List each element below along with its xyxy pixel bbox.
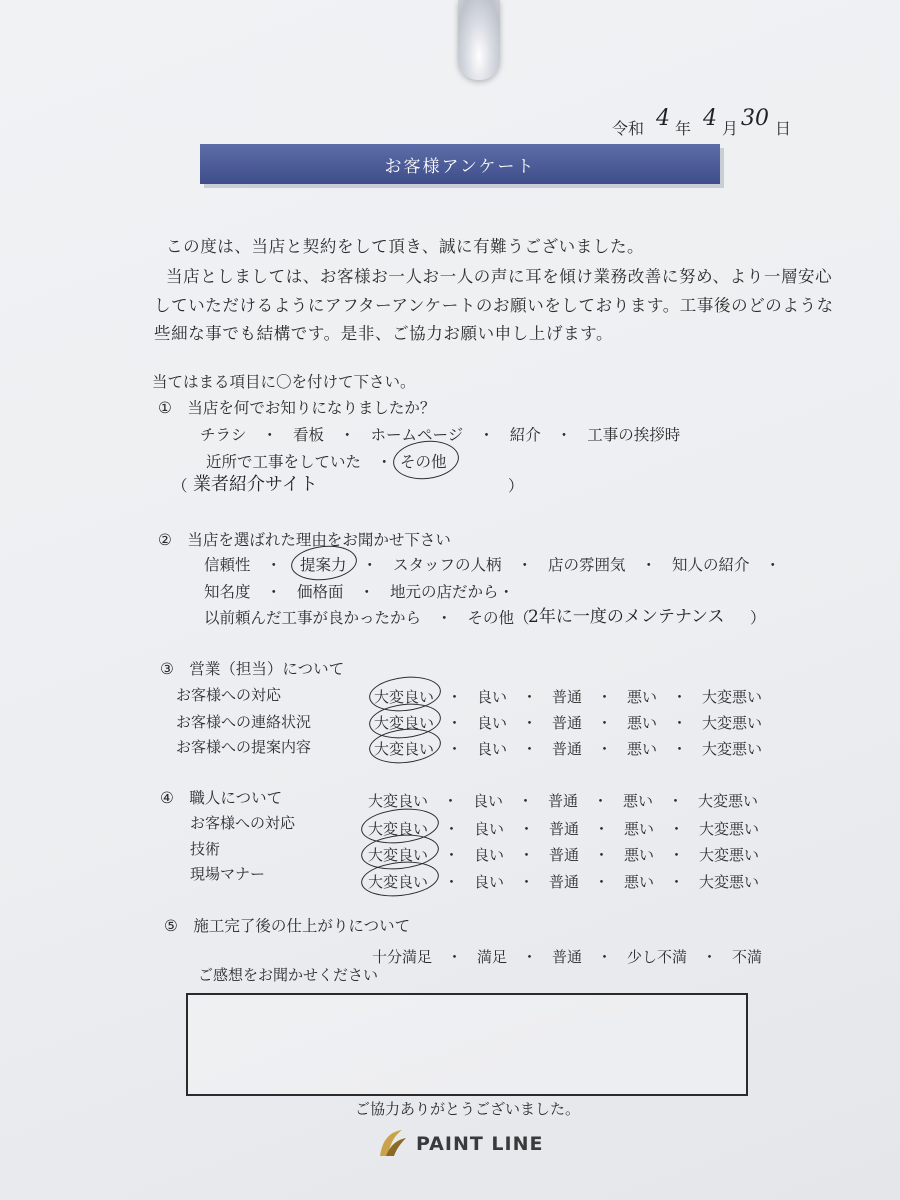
- q2-other-handwritten: 2年に一度のメンテナンス: [528, 607, 725, 627]
- instruction-text: 当てはまる項目に〇を付けて下さい。: [152, 373, 416, 391]
- rating-option-selected[interactable]: 大変良い: [368, 846, 429, 864]
- intro-line-2: 当店としましては、お客様お一人お一人の声に耳を傾け業務改善に努め、より一層安心: [166, 267, 833, 286]
- q1-title: ① 当店を何でお知りになりましたか？: [158, 399, 436, 417]
- date-year-unit: 年: [675, 119, 692, 138]
- q3-row-label: お客様への提案内容: [176, 738, 312, 756]
- date-month-unit: 月: [722, 119, 739, 138]
- q5-title: ⑤ 施工完了後の仕上がりについて: [164, 917, 411, 935]
- rating-option-selected[interactable]: 大変良い: [368, 820, 429, 838]
- q3-row-label: お客様への対応: [176, 686, 282, 704]
- q1-other-handwritten: 業者紹介サイト: [193, 474, 318, 495]
- q4-row-label: お客様への対応: [190, 814, 296, 832]
- date-month-handwritten: 4: [703, 106, 717, 131]
- paint-line-logo-icon: [374, 1126, 410, 1162]
- q1-paren-open: （: [172, 477, 188, 495]
- date-day-handwritten: 30: [741, 106, 769, 131]
- q4-row-label: 現場マナー: [190, 865, 266, 883]
- intro-line-3: していただけるようにアフターアンケートのお願いをしております。工事後のどのような: [154, 296, 834, 315]
- q3-title: ③ 営業（担当）について: [160, 660, 345, 678]
- survey-title: お客様アンケート: [384, 156, 536, 177]
- rating-option-selected[interactable]: 大変良い: [368, 873, 429, 891]
- q1-option-neighbor[interactable]: 近所で工事をしていた ・: [206, 453, 393, 471]
- q3-row-label: お客様への連絡状況: [176, 713, 312, 731]
- intro-line-4: 些細な事でも結構です。是非、ご協力お願い申し上げます。: [154, 324, 614, 343]
- comment-textarea[interactable]: [186, 993, 748, 1096]
- q4-row-label: 技術: [190, 840, 221, 858]
- q4-title-scale: 大変良い ・ 良い ・ 普通 ・ 悪い ・ 大変悪い: [368, 792, 759, 810]
- survey-title-bar: [200, 144, 720, 184]
- q2-options-line2[interactable]: 知名度 ・ 価格面 ・ 地元の店だから・: [204, 583, 515, 601]
- rating-options[interactable]: ・ 良い ・ 普通 ・ 悪い ・ 大変悪い: [444, 846, 760, 864]
- q1-paren-close: ）: [508, 477, 524, 495]
- q2-title: ② 当店を選ばれた理由をお聞かせ下さい: [158, 531, 451, 549]
- date-era: 令和: [612, 119, 645, 138]
- rating-options[interactable]: ・ 良い ・ 普通 ・ 悪い ・ 大変悪い: [447, 714, 763, 732]
- q2-options-rest[interactable]: ・ スタッフの人柄 ・ 店の雰囲気 ・ 知人の紹介 ・: [362, 556, 781, 574]
- rating-option-selected[interactable]: 大変良い: [374, 688, 435, 706]
- q2-options-line3[interactable]: 以前頼んだ工事が良かったから ・ その他（: [204, 609, 530, 627]
- q4-title: ④ 職人について: [160, 789, 283, 807]
- rating-options[interactable]: ・ 良い ・ 普通 ・ 悪い ・ 大変悪い: [447, 740, 763, 758]
- q2-option-proposal[interactable]: 提案力: [300, 556, 347, 574]
- q1-option-other[interactable]: その他: [400, 453, 447, 471]
- q5-scale[interactable]: 十分満足 ・ 満足 ・ 普通 ・ 少し不満 ・ 不満: [372, 948, 763, 966]
- rating-option-selected[interactable]: 大変良い: [374, 740, 435, 758]
- rating-option-selected[interactable]: 大変良い: [374, 714, 435, 732]
- q1-options[interactable]: チラシ ・ 看板 ・ ホームページ ・ 紹介 ・ 工事の挨拶時: [200, 426, 681, 444]
- intro-line-1: この度は、当店と契約をして頂き、誠に有難うございました。: [166, 237, 645, 256]
- paint-line-logo: [374, 1126, 544, 1162]
- rating-options[interactable]: ・ 良い ・ 普通 ・ 悪い ・ 大変悪い: [447, 688, 763, 706]
- comment-label: ご感想をお聞かせください: [198, 966, 379, 984]
- date-day-unit: 日: [775, 119, 792, 138]
- q2-option-trust[interactable]: 信頼性 ・: [204, 556, 282, 574]
- date-year-handwritten: 4: [656, 106, 670, 131]
- q2-paren-close: ）: [750, 609, 766, 627]
- thanks-text: ご協力ありがとうございました。: [355, 1100, 581, 1118]
- rating-options[interactable]: ・ 良い ・ 普通 ・ 悪い ・ 大変悪い: [444, 820, 760, 838]
- pushpin-icon: [458, 0, 500, 80]
- logo-text: PAINT LINE: [416, 1133, 544, 1155]
- rating-options[interactable]: ・ 良い ・ 普通 ・ 悪い ・ 大変悪い: [444, 873, 760, 891]
